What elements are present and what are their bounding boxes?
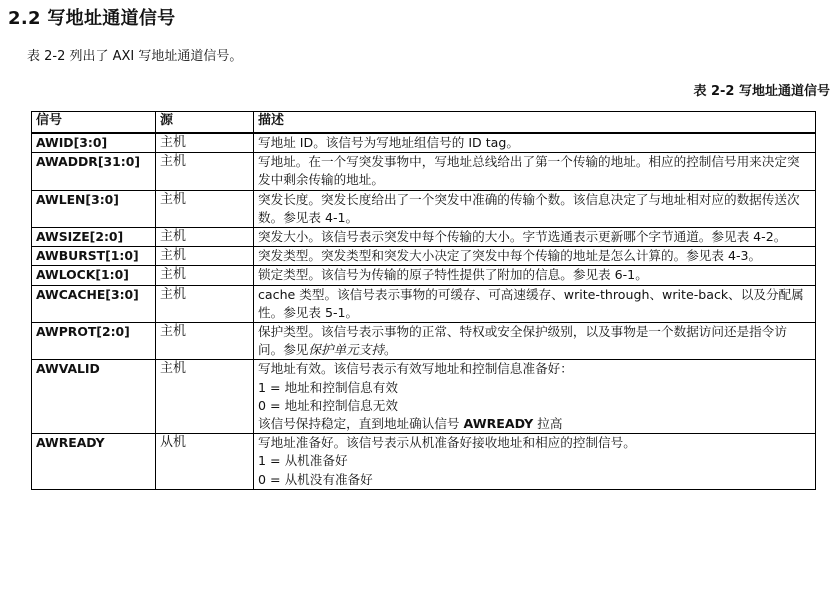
signal-source: 主机	[156, 266, 254, 285]
description-line: 写地址有效。该信号表示有效写地址和控制信息准备好：	[258, 361, 573, 377]
description-text	[258, 323, 811, 359]
table-row	[32, 323, 816, 360]
description-reference: 保护单元支持	[308, 342, 384, 358]
signal-name: AWLEN[3:0]	[32, 190, 156, 227]
description-text: 突发大小。该信号表示突发中每个传输的大小。字节选通表示更新哪个字节通道。参见表 4-2。	[258, 229, 787, 245]
description-text: 突发类型。突发类型和突发大小决定了突发中每个传输的地址是怎么计算的。参见表 4-3。	[258, 248, 762, 264]
description-line: 写地址准备好。该信号表示从机准备好接收地址和相应的控制信号。	[258, 435, 636, 451]
signal-description	[254, 266, 816, 285]
signal-source: 主机	[156, 247, 254, 266]
table-row	[32, 434, 816, 490]
intro-paragraph: 表 2-2 列出了 AXI 写地址通道信号。	[27, 49, 243, 64]
description-text: 突发长度。突发长度给出了一个突发中准确的传输个数。该信息决定了与地址相对应的数据传送次数。参见表 4-1。	[258, 191, 800, 225]
signal-source: 主机	[156, 190, 254, 227]
signal-source: 主机	[156, 133, 254, 153]
header-source: 源	[156, 112, 254, 134]
signal-source: 主机	[156, 323, 254, 360]
table-row	[32, 266, 816, 285]
table-row	[32, 228, 816, 247]
table-row	[32, 247, 816, 266]
signal-description	[254, 153, 816, 190]
signal-name: AWBURST[1:0]	[32, 247, 156, 266]
table-row	[32, 190, 816, 227]
table-row	[32, 133, 816, 153]
signal-description	[254, 323, 816, 360]
description-text: 写地址。在一个写突发事物中，写地址总线给出了第一个传输的地址。相应的控制信号用来决定突发中剩余传输的地址。	[258, 154, 800, 188]
description-prefix: 该信号保持稳定，直到地址确认信号	[258, 416, 464, 432]
description-signal-ref: AWREADY	[463, 416, 534, 432]
signal-name: AWCACHE[3:0]	[32, 285, 156, 322]
signal-table	[31, 111, 816, 490]
section-title: 2.2 写地址通道信号	[8, 8, 176, 29]
description-text: cache 类型。该信号表示事物的可缓存、可高速缓存、write-through、write-back、以及分配属性。参见表 5-1。	[258, 286, 804, 320]
signal-source: 主机	[156, 153, 254, 190]
signal-name: AWREADY	[32, 434, 156, 490]
signal-name: AWLOCK[1:0]	[32, 266, 156, 285]
signal-name: AWSIZE[2:0]	[32, 228, 156, 247]
description-line: 0 = 地址和控制信息无效	[258, 397, 398, 413]
table-row	[32, 153, 816, 190]
signal-description	[254, 434, 816, 490]
description-suffix: 拉高	[533, 416, 563, 432]
table-caption: 表 2-2 写地址通道信号	[693, 84, 830, 99]
description-line: 0 = 从机没有准备好	[258, 471, 373, 487]
signal-name: AWPROT[2:0]	[32, 323, 156, 360]
signal-source: 主机	[156, 360, 254, 434]
table-row	[32, 360, 816, 434]
signal-source: 主机	[156, 228, 254, 247]
signal-name: AWVALID	[32, 360, 156, 434]
description-line: 1 = 从机准备好	[258, 453, 348, 469]
signal-description	[254, 285, 816, 322]
table-header-row	[32, 112, 816, 134]
description-main: 保护类型。该信号表示事物的正常、特权或安全保护级别，以及事物是一个数据访问还是指令访问。参见	[258, 324, 787, 358]
signal-name: AWID[3:0]	[32, 133, 156, 153]
description-text: 写地址 ID。该信号为写地址组信号的 ID tag。	[258, 135, 519, 150]
signal-description	[254, 190, 816, 227]
signal-source: 主机	[156, 285, 254, 322]
table-row	[32, 285, 816, 322]
signal-description	[254, 360, 816, 434]
header-signal: 信号	[32, 112, 156, 134]
signal-description	[254, 133, 816, 153]
description-text: 锁定类型。该信号为传输的原子特性提供了附加的信息。参见表 6-1。	[258, 267, 648, 283]
description-line	[258, 415, 811, 433]
description-line: 1 = 地址和控制信息有效	[258, 379, 398, 395]
signal-name: AWADDR[31:0]	[32, 153, 156, 190]
signal-source: 从机	[156, 434, 254, 490]
description-end: 。	[383, 342, 397, 358]
signal-description	[254, 228, 816, 247]
header-description: 描述	[254, 112, 816, 134]
signal-description	[254, 247, 816, 266]
